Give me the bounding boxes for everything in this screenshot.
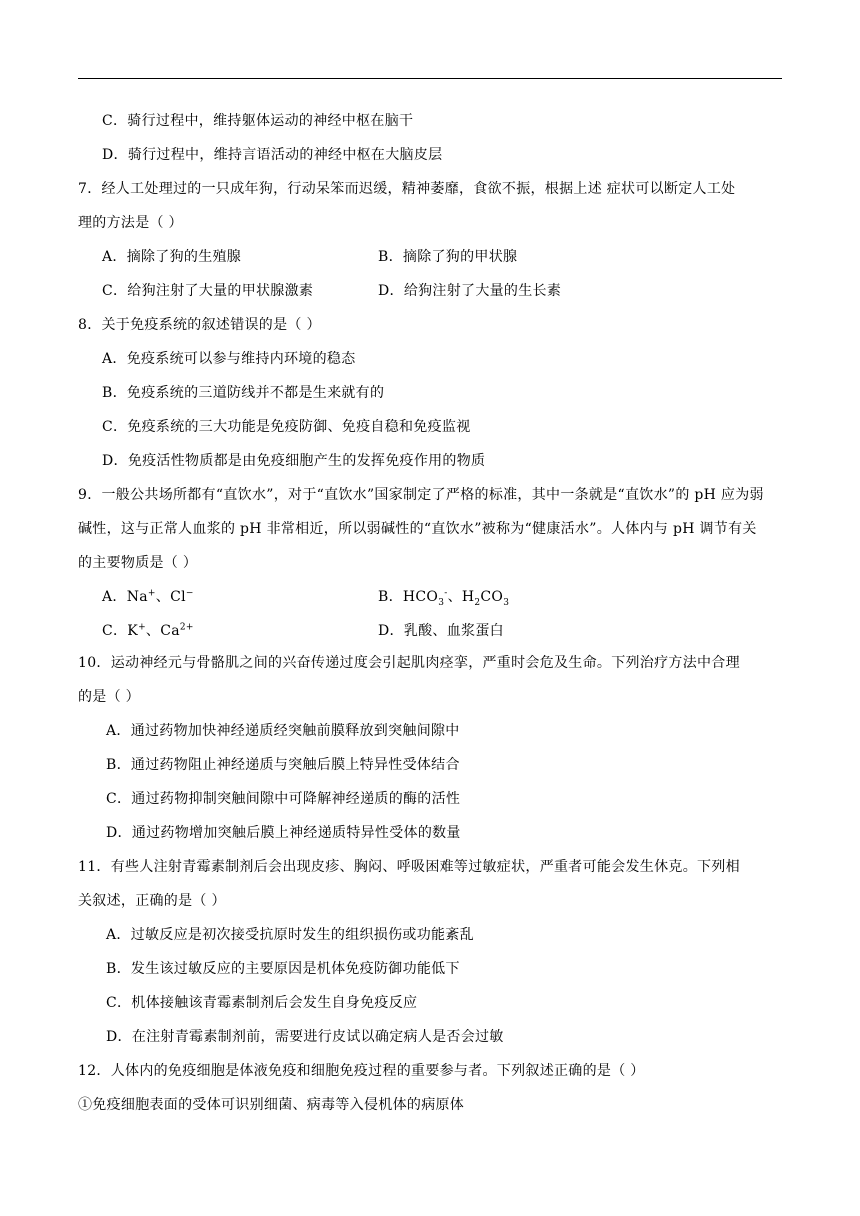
q9-stem-line-3: 的主要物质是（ ）	[78, 555, 198, 571]
q10-option-c: C．通过药物抑制突触间隙中可降解神经递质的酶的活性	[106, 791, 461, 807]
q9-option-b: B．$HCO_3^-$、$H_2CO_3$	[378, 588, 510, 608]
q10-option-a: A．通过药物加快神经递质经突触前膜释放到突触间隙中	[106, 723, 460, 739]
q12-statement-1: ①免疫细胞表面的受体可识别细菌、病毒等入侵机体的病原体	[78, 1097, 465, 1113]
q7-stem-line-2: 理的方法是（ ）	[78, 215, 183, 231]
q6-option-c: C．骑行过程中，维持躯体运动的神经中枢在脑干	[102, 113, 414, 129]
q11-option-d: D．在注射青霉素制剂前，需要进行皮试以确定病人是否会过敏	[106, 1029, 504, 1045]
q12-stem: 12．人体内的免疫细胞是体液免疫和细胞免疫过程的重要参与者。下列叙述正确的是（ ）	[78, 1063, 645, 1079]
q10-stem-line-2: 的是（ ）	[78, 689, 140, 705]
q8-option-b: B．免疫系统的三道防线并不都是生来就有的	[102, 385, 385, 401]
q11-option-b: B．发生该过敏反应的主要原因是机体免疫防御功能低下	[106, 961, 460, 977]
q9-stem-line-1: 9．一般公共场所都有“直饮水”，对于“直饮水”国家制定了严格的标准，其中一条就是“直饮水”的 pH 应为弱	[78, 487, 764, 503]
q7-option-d: D．给狗注射了大量的生长素	[378, 283, 562, 299]
q9-stem-line-2: 碱性，这与正常人血浆的 pH 非常相近，所以弱碱性的“直饮水”被称为“健康活水”。人体内与 pH 调节有关	[78, 521, 757, 537]
q9-option-c: C．K+、$Ca^{2+}$	[102, 622, 194, 639]
q11-stem-line-2: 关叙述，正确的是（ ）	[78, 893, 226, 909]
q11-stem-line-1: 11．有些人注射青霉素制剂后会出现皮疹、胸闷、呼吸困难等过敏症状，严重者可能会发生休克。下列相	[78, 859, 740, 875]
q7-option-a: A．摘除了狗的生殖腺	[102, 249, 242, 265]
q11-option-c: C．机体接触该青霉素制剂后会发生自身免疫反应	[106, 995, 418, 1011]
q6-option-d: D．骑行过程中，维持言语活动的神经中枢在大脑皮层	[102, 147, 443, 163]
q11-option-a: A．过敏反应是初次接受抗原时发生的组织损伤或功能紊乱	[106, 927, 474, 943]
q9-option-d: D．乳酸、血浆蛋白	[378, 623, 504, 639]
q8-option-c: C．免疫系统的三大功能是免疫防御、免疫自稳和免疫监视	[102, 419, 471, 435]
q7-stem-line-1: 7．经人工处理过的一只成年狗，行动呆笨而迟缓，精神萎靡，食欲不振，根据上述 症状可以断定人工处	[78, 181, 736, 197]
q8-option-d: D．免疫活性物质都是由免疫细胞产生的发挥免疫作用的物质	[102, 453, 486, 469]
q7-option-b: B．摘除了狗的甲状腺	[378, 249, 518, 265]
q7-option-c: C．给狗注射了大量的甲状腺激素	[102, 283, 314, 299]
header-rule	[78, 78, 782, 79]
q10-stem-line-1: 10．运动神经元与骨骼肌之间的兴奋传递过度会引起肌肉痉挛，严重时会危及生命。下列治疗方法中合理	[78, 655, 740, 671]
q10-option-b: B．通过药物阻止神经递质与突触后膜上特异性受体结合	[106, 757, 460, 773]
q9-option-a: A．Na+、Cl−	[102, 588, 194, 605]
q10-option-d: D．通过药物增加突触后膜上神经递质特异性受体的数量	[106, 825, 461, 841]
q8-option-a: A．免疫系统可以参与维持内环境的稳态	[102, 351, 356, 367]
q8-stem: 8．关于免疫系统的叙述错误的是（ ）	[78, 317, 321, 333]
